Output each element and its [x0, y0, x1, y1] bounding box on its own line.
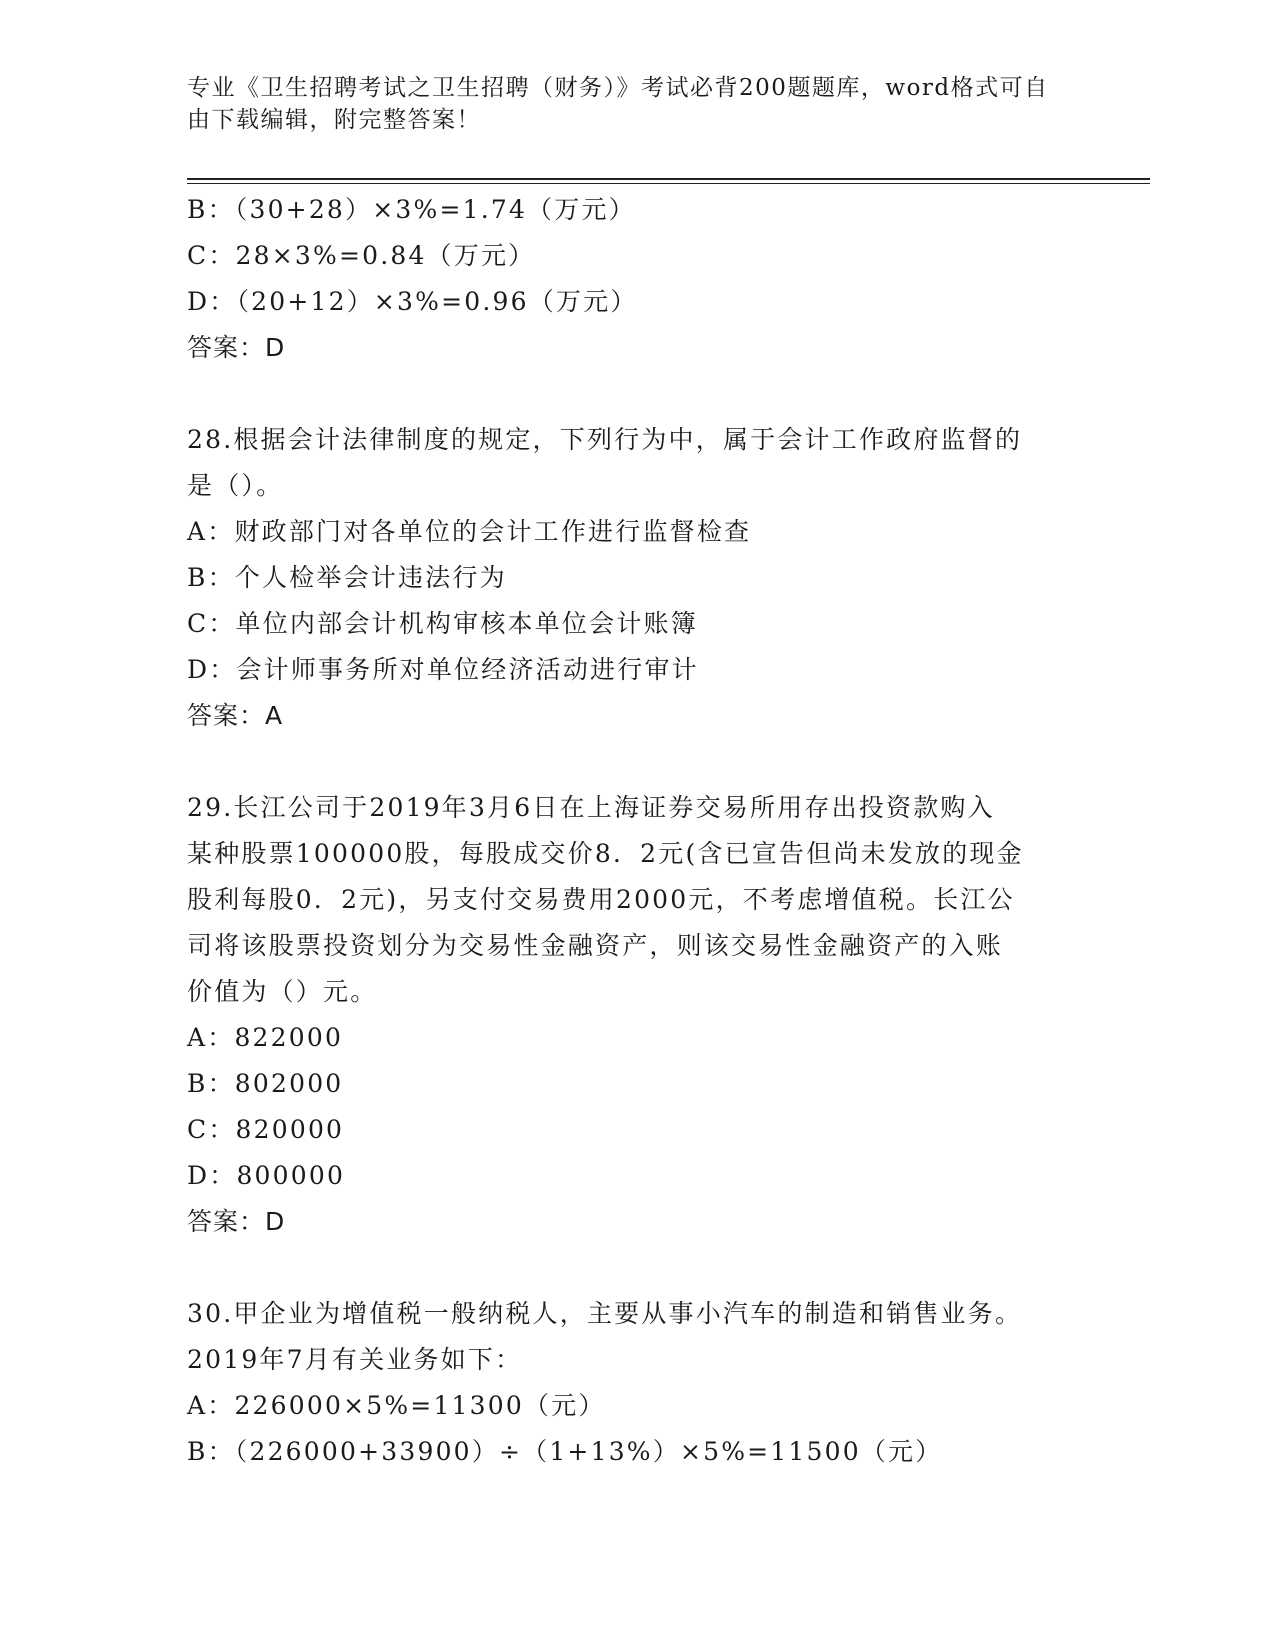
q28-answer: 答案：A	[187, 701, 284, 730]
q30-stem-line1: 30.甲企业为增值税一般纳税人，主要从事小汽车的制造和销售业务。	[187, 1299, 1023, 1328]
q29-option-a: A：822000	[187, 1023, 344, 1052]
q29-stem-line3: 股利每股0．2元)，另支付交易费用2000元，不考虑增值税。长江公	[187, 885, 1015, 914]
q27-option-b: B：（30+28）×3%=1.74（万元）	[187, 195, 636, 224]
header-title-line2: 由下载编辑，附完整答案！	[187, 107, 481, 133]
q28-option-a: A：财政部门对各单位的会计工作进行监督检查	[187, 517, 752, 546]
spacer	[187, 1245, 1087, 1291]
page-header	[187, 72, 1067, 136]
q30-option-a: A：226000×5%=11300（元）	[187, 1391, 606, 1420]
q30-stem-line2: 2019年7月有关业务如下：	[187, 1345, 523, 1374]
q27-answer: 答案：D	[187, 333, 286, 362]
q27-option-d: D：（20+12）×3%=0.96（万元）	[187, 287, 638, 316]
header-divider-thick	[187, 178, 1150, 180]
q28-option-c: C：单位内部会计机构审核本单位会计账簿	[187, 609, 698, 638]
question-content	[187, 187, 1087, 1475]
q29-option-b: B：802000	[187, 1069, 344, 1098]
spacer	[187, 739, 1087, 785]
q29-stem-line5: 价值为（）元。	[187, 977, 378, 1006]
q28-option-d: D：会计师事务所对单位经济活动进行审计	[187, 655, 699, 684]
q27-option-c: C：28×3%=0.84（万元）	[187, 241, 536, 270]
q30-option-b: B：（226000+33900）÷（1+13%）×5%=11500（元）	[187, 1437, 943, 1466]
q28-stem-line2: 是（）。	[187, 471, 284, 500]
q29-option-d: D：800000	[187, 1161, 346, 1190]
q29-stem-line2: 某种股票100000股，每股成交价8．2元(含已宣告但尚未发放的现金	[187, 839, 1024, 868]
q28-stem-line1: 28.根据会计法律制度的规定，下列行为中，属于会计工作政府监督的	[187, 425, 1023, 454]
header-divider-thin	[187, 183, 1150, 184]
q28-option-b: B：个人检举会计违法行为	[187, 563, 507, 592]
q29-stem-line1: 29.长江公司于2019年3月6日在上海证券交易所用存出投资款购入	[187, 793, 995, 822]
q29-stem-line4: 司将该股票投资划分为交易性金融资产，则该交易性金融资产的入账	[187, 931, 1004, 960]
header-title-line1: 专业《卫生招聘考试之卫生招聘（财务）》考试必背200题题库，word格式可自	[187, 75, 1049, 101]
q29-answer: 答案：D	[187, 1207, 286, 1236]
spacer	[187, 371, 1087, 417]
q29-option-c: C：820000	[187, 1115, 345, 1144]
